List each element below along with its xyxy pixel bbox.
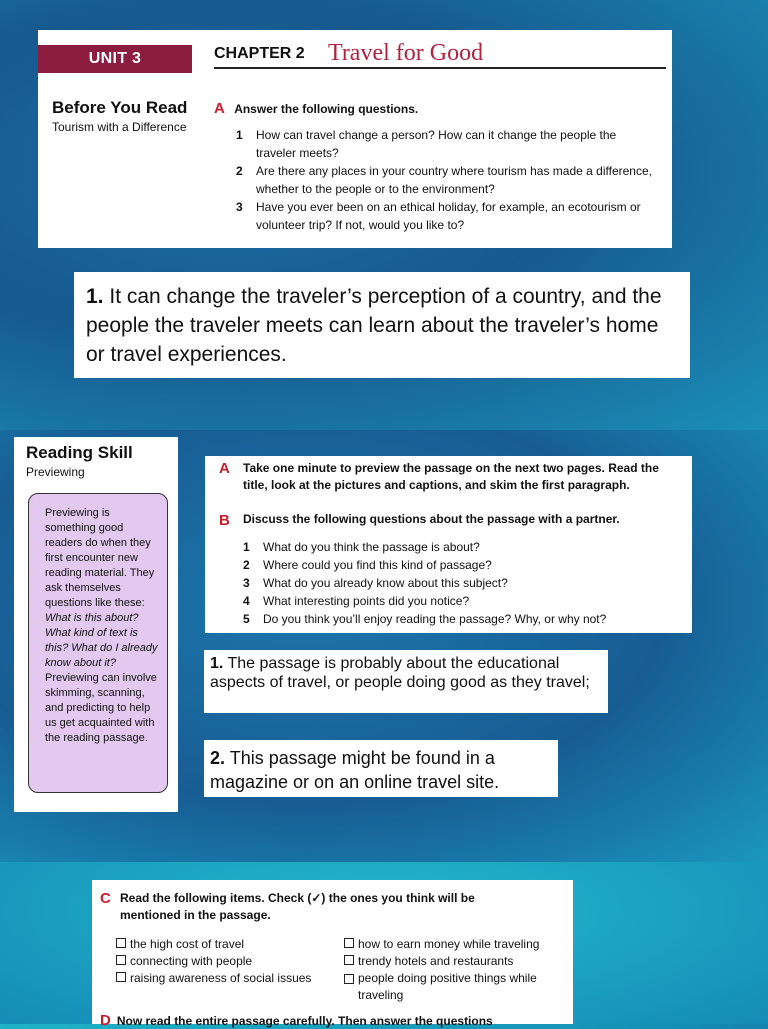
checkbox-icon[interactable]	[344, 974, 354, 984]
list-item: 1 How can travel change a person? How can it change the people the traveler meets?	[236, 128, 617, 160]
list-item: 3 Have you ever been on an ethical holiday, for example, an ecotourism or volunteer trip? If not, would you like to?	[236, 200, 641, 232]
skill-title: Reading Skill	[26, 443, 133, 462]
skill-subtitle: Previewing	[26, 465, 85, 479]
chapter-title: Travel for Good	[328, 40, 484, 66]
list-item: 3 What do you already know about this subject?	[243, 576, 508, 590]
answer-text: The passage is probably about the educational aspects of travel, or people doing good as they travel;	[210, 655, 590, 691]
textbook-page-check-items	[92, 880, 573, 1029]
skill-description-box: Previewing is something good readers do when they first encounter new reading material. They ask themselves questions like these: What is this about? What kind of text is this? What do I already know about it? Previewing can involve skimming, scanning, and predicting to help us get acquainted with the reading passage.	[28, 493, 168, 793]
question-list	[243, 538, 683, 628]
answer-text: This passage might be found in a magazine or on an online travel site.	[210, 748, 500, 792]
reading-skill-panel	[14, 437, 178, 812]
checkbox-icon[interactable]	[116, 972, 126, 982]
checklist-item[interactable]: people doing positive things while traveling	[344, 970, 564, 1004]
answer-text: It can change the traveler’s perception of a country, and the people the traveler meets can learn about the traveler’s home or travel experiences.	[86, 285, 662, 366]
question-list	[236, 126, 656, 234]
answer-number: 1.	[210, 655, 224, 672]
checklist-right	[344, 936, 564, 1004]
task-a-heading	[214, 100, 418, 117]
section-title: Before You Read	[52, 98, 188, 117]
list-item: 2 Are there any places in your country where tourism has made a difference, whether to the people or to the environment?	[236, 164, 652, 196]
checklist-left	[116, 936, 336, 987]
checklist-item[interactable]: connecting with people	[116, 953, 336, 970]
checkbox-icon[interactable]	[344, 955, 354, 965]
textbook-page-before-you-read	[38, 30, 672, 248]
task-instruction: Answer the following questions.	[234, 102, 419, 116]
answer-box-1	[74, 272, 690, 378]
answer-box-2a	[204, 650, 608, 713]
answer-number: 2.	[210, 748, 226, 768]
header-rule	[214, 67, 666, 69]
task-c: C Read the following items. Check (✓) the ones you think will be mentioned in the passage.	[100, 890, 475, 922]
list-item: 5 Do you think you’ll enjoy reading the passage? Why, or why not?	[243, 612, 607, 626]
task-d: D Now read the entire passage carefully. Then answer the questions	[100, 1012, 493, 1029]
answer-number: 1.	[86, 285, 104, 308]
checklist-item[interactable]: the high cost of travel	[116, 936, 336, 953]
chapter-label: CHAPTER 2	[214, 45, 305, 62]
list-item: 4 What interesting points did you notice?	[243, 594, 470, 608]
task-letter: A	[214, 100, 225, 117]
checklist-item[interactable]: trendy hotels and restaurants	[344, 953, 564, 970]
task-b: B Discuss the following questions about the passage with a partner.	[219, 512, 620, 529]
answer-box-2b	[204, 740, 558, 797]
textbook-page-previewing	[205, 456, 692, 633]
checklist-item[interactable]: how to earn money while traveling	[344, 936, 564, 953]
checkbox-icon[interactable]	[116, 938, 126, 948]
checkbox-icon[interactable]	[344, 938, 354, 948]
task-a: A Take one minute to preview the passage on the next two pages. Read the title, look at the pictures and captions, and skim the first paragraph.	[219, 460, 659, 492]
unit-label: UNIT 3	[38, 45, 192, 73]
checklist-item[interactable]: raising awareness of social issues	[116, 970, 336, 987]
list-item: 2 Where could you find this kind of passage?	[243, 558, 492, 572]
checkbox-icon[interactable]	[116, 955, 126, 965]
section-subtitle: Tourism with a Difference	[52, 120, 187, 134]
list-item: 1 What do you think the passage is about?	[243, 540, 480, 554]
